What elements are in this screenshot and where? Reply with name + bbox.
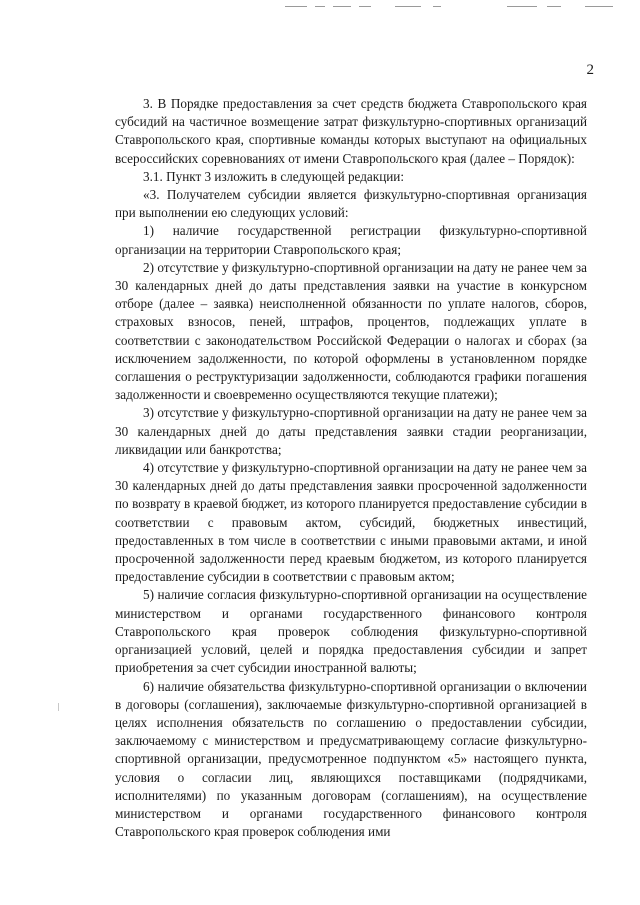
scan-artifact [285,6,625,8]
page-number: 2 [586,62,594,78]
paragraph-item-3-1: 3.1. Пункт 3 изложить в следующей редакции: [143,168,405,184]
condition-1: 1) наличие государственной регистрации физкультурно-спортивной организации на территории Ставропольского края; [115,223,587,257]
condition-2: 2) отсутствие у физкультурно-спортивной организации на дату не ранее чем за 30 календарных дней до даты представления заявки на участие в конкурсном отборе (далее – заявка) неисполненной обязанности по уплате налогов, сборов, страховых взносов, пеней, штрафов, процентов, подлежащих уплате в соответствии с законодательством Российской Федерации о налогах и сборах (за исключением задолженности, по которой оформлены в установленном порядке соглашения о реструктуризации задолженности, соблюдаются графики погашения задолженности и своевременно осуществляются текущие платежи); [115,259,587,403]
condition-6: 6) наличие обязательства физкультурно-спортивной организации о включении в договоры (соглашения), заключаемые физкультурно-спортивной организацией в целях исполнения обязательств по соглашению о предоставлении субсидии, заключаемому с министерством и предусматривающему согласие физкультурно-спортивной организации, предусмотренное подпунктом «5» настоящего пункта, условия о согласии лиц, являющихся поставщиками (подрядчиками, исполнителями) по указанным договорам (соглашениям), на осуществление министерством и органами государственного финансового контроля Ставропольского края проверок соблюдения ими [115,678,587,840]
scan-artifact-mark [58,703,59,711]
paragraph-point-3-intro: «3. Получателем субсидии является физкультурно-спортивная организация при выполнении ею следующих условий: [115,187,587,221]
paragraph-item-3: 3. В Порядке предоставления за счет средств бюджета Ставропольского края субсидий на частичное возмещение затрат физкультурно-спортивных организаций Ставропольского края, спортивные команды которых выступают на официальных всероссийских соревнованиях от имени Ставропольского края (далее – Порядок): [115,96,587,166]
condition-5: 5) наличие согласия физкультурно-спортивной организации на осуществление министерством и органами государственного финансового контроля Ставропольского края проверок соблюдения физкультурно-спортивной организацией условий, целей и порядка предоставления субсидии и запрет приобретения за счет субсидии иностранной валюты; [115,587,587,676]
document-body [115,95,587,841]
condition-3: 3) отсутствие у физкультурно-спортивной организации на дату не ранее чем за 30 календарных дней до даты представления заявки стадии реорганизации, ликвидации или банкротства; [115,405,587,457]
condition-4: 4) отсутствие у физкультурно-спортивной организации на дату не ранее чем за 30 календарных дней до даты представления заявки просроченной задолженности по возврату в краевой бюджет, из которого планируется предоставление субсидии в соответствии с правовым актом, субсидий, бюджетных инвестиций, предоставленных в том числе в соответствии с иными правовыми актами, и иной просроченной задолженности перед краевым бюджетом, из которого планируется предоставление субсидии в соответствии с правовым актом; [115,460,587,585]
